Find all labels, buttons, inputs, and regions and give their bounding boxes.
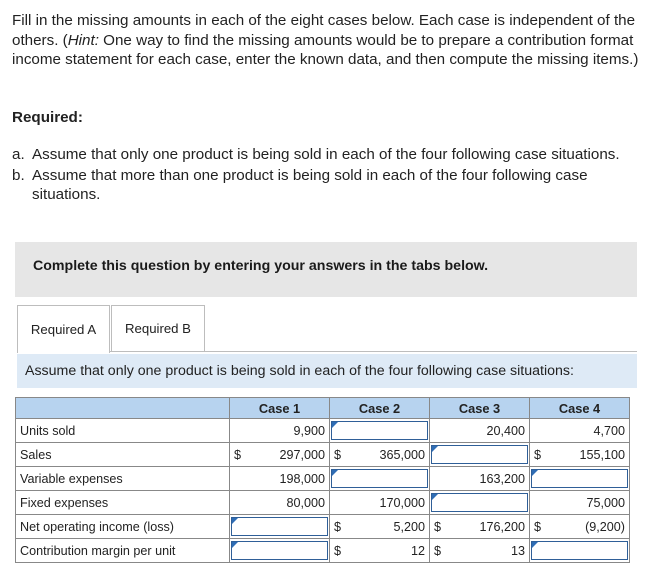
required-item-b bbox=[12, 166, 652, 205]
cell-value: 297,000 bbox=[279, 448, 325, 462]
instructions bbox=[12, 11, 652, 70]
currency-symbol: $ bbox=[534, 448, 542, 462]
currency-symbol: $ bbox=[334, 520, 342, 534]
instructions-part1: Fill in the missing amounts in each of the eight cases below. Each case is independent of the others. ( bbox=[12, 12, 636, 49]
case-1-cell bbox=[230, 419, 330, 443]
case-1-cell bbox=[230, 467, 330, 491]
required-item-letter: b. bbox=[12, 166, 25, 184]
currency-symbol: $ bbox=[434, 520, 442, 534]
input-marker-icon bbox=[432, 494, 438, 500]
currency-symbol: $ bbox=[234, 448, 242, 462]
case-3-cell[interactable] bbox=[430, 443, 530, 467]
input-marker-icon bbox=[532, 542, 538, 548]
case-table bbox=[15, 397, 630, 563]
tab-prompt-text: Assume that only one product is being sold in each of the four following case situations: bbox=[25, 363, 574, 379]
cell-value: 4,700 bbox=[593, 424, 625, 438]
table-row bbox=[16, 491, 630, 515]
cell-value: 198,000 bbox=[279, 472, 325, 486]
answer-input[interactable] bbox=[531, 541, 628, 560]
currency-symbol: $ bbox=[334, 544, 342, 558]
case-4-cell bbox=[530, 491, 630, 515]
row-label: Variable expenses bbox=[16, 467, 230, 491]
hint-label: Hint: bbox=[67, 31, 99, 49]
row-label: Units sold bbox=[16, 419, 230, 443]
row-label: Net operating income (loss) bbox=[16, 515, 230, 539]
case-4-cell bbox=[530, 443, 630, 467]
cell-value: 12 bbox=[410, 544, 425, 558]
required-item-a bbox=[12, 145, 652, 165]
table-row bbox=[16, 539, 630, 563]
cell-value: 176,200 bbox=[479, 520, 525, 534]
header-case-2: Case 2 bbox=[330, 398, 430, 419]
input-marker-icon bbox=[432, 446, 438, 452]
answer-input[interactable] bbox=[231, 541, 328, 560]
cell-value: (9,200) bbox=[585, 520, 625, 534]
cell-value: 20,400 bbox=[486, 424, 525, 438]
case-4-cell[interactable] bbox=[530, 539, 630, 563]
required-list bbox=[12, 145, 652, 206]
case-1-cell[interactable] bbox=[230, 515, 330, 539]
input-marker-icon bbox=[332, 470, 338, 476]
input-marker-icon bbox=[232, 542, 238, 548]
answer-input[interactable] bbox=[431, 445, 528, 464]
cell-value: 170,000 bbox=[379, 496, 425, 510]
required-item-text: Assume that more than one product is being sold in each of the four following case situations. bbox=[32, 166, 588, 204]
input-marker-icon bbox=[332, 422, 338, 428]
currency-symbol: $ bbox=[534, 520, 542, 534]
answer-input[interactable] bbox=[431, 493, 528, 512]
table-row bbox=[16, 515, 630, 539]
instructions-part2: One way to find the missing amounts would be to prepare a contribution format income statement for each case, enter the known data, and then compute the missing items.) bbox=[12, 31, 639, 69]
case-3-cell bbox=[430, 419, 530, 443]
case-3-cell bbox=[430, 539, 530, 563]
tab-divider bbox=[17, 351, 637, 352]
header-blank bbox=[16, 398, 230, 419]
input-marker-icon bbox=[232, 518, 238, 524]
input-marker-icon bbox=[532, 470, 538, 476]
table-header-row bbox=[16, 398, 630, 419]
cell-value: 80,000 bbox=[286, 496, 325, 510]
case-2-cell bbox=[330, 443, 430, 467]
banner-text: Complete this question by entering your answers in the tabs below. bbox=[33, 258, 489, 274]
currency-symbol: $ bbox=[334, 448, 342, 462]
required-item-text: Assume that only one product is being sold in each of the four following case situations. bbox=[32, 146, 620, 163]
header-case-3: Case 3 bbox=[430, 398, 530, 419]
answer-input[interactable] bbox=[331, 469, 428, 488]
table-row bbox=[16, 419, 630, 443]
case-3-cell bbox=[430, 515, 530, 539]
cell-value: 13 bbox=[510, 544, 525, 558]
case-1-cell bbox=[230, 443, 330, 467]
cell-value: 155,100 bbox=[579, 448, 625, 462]
row-label: Sales bbox=[16, 443, 230, 467]
case-1-cell[interactable] bbox=[230, 539, 330, 563]
header-case-4: Case 4 bbox=[530, 398, 630, 419]
cell-value: 365,000 bbox=[379, 448, 425, 462]
cell-value: 75,000 bbox=[586, 496, 625, 510]
required-item-letter: a. bbox=[12, 146, 25, 163]
case-4-cell[interactable] bbox=[530, 467, 630, 491]
case-3-cell[interactable] bbox=[430, 491, 530, 515]
header-case-1: Case 1 bbox=[230, 398, 330, 419]
answer-input[interactable] bbox=[331, 421, 428, 440]
row-label: Fixed expenses bbox=[16, 491, 230, 515]
case-2-cell bbox=[330, 491, 430, 515]
case-1-cell bbox=[230, 491, 330, 515]
case-4-cell bbox=[530, 419, 630, 443]
tab-required-b[interactable]: Required B bbox=[111, 305, 205, 352]
case-2-cell bbox=[330, 515, 430, 539]
case-2-cell[interactable] bbox=[330, 467, 430, 491]
tab-prompt bbox=[17, 354, 637, 388]
case-2-cell bbox=[330, 539, 430, 563]
required-heading: Required: bbox=[12, 109, 83, 126]
case-4-cell bbox=[530, 515, 630, 539]
cell-value: 163,200 bbox=[479, 472, 525, 486]
instructions-banner bbox=[15, 242, 637, 297]
case-2-cell[interactable] bbox=[330, 419, 430, 443]
currency-symbol: $ bbox=[434, 544, 442, 558]
cell-value: 9,900 bbox=[293, 424, 325, 438]
answer-input[interactable] bbox=[531, 469, 628, 488]
table-row bbox=[16, 443, 630, 467]
tab-required-a[interactable]: Required A bbox=[17, 305, 110, 353]
answer-input[interactable] bbox=[231, 517, 328, 536]
cell-value: 5,200 bbox=[393, 520, 425, 534]
table-row bbox=[16, 467, 630, 491]
case-3-cell bbox=[430, 467, 530, 491]
row-label: Contribution margin per unit bbox=[16, 539, 230, 563]
